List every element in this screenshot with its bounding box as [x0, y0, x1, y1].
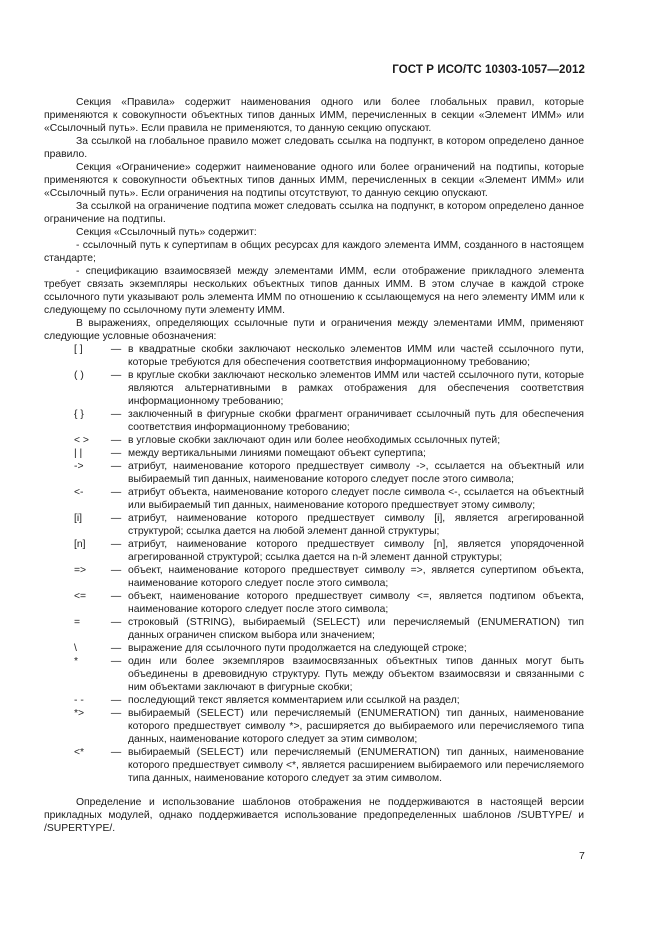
dash: —: [110, 565, 122, 576]
symbol: *>: [74, 708, 85, 719]
document-header: ГОСТ Р ИСО/ТС 10303-1057—2012: [392, 64, 585, 76]
document-body: [44, 96, 584, 835]
symbol-row: [44, 369, 584, 408]
symbol: [ ]: [74, 344, 83, 355]
paragraph: В выражениях, определяющих ссылочные пути и ограничения между элементами ИММ, применяют следующие условные обозначения:: [44, 318, 584, 342]
paragraph: - спецификацию взаимосвязей между элементами ИММ, если отображение прикладного элемента требует связать экземпляры нескольких объектных типов данных ИММ. В этом случае в каждой строке ссылочного пути указывают роль элемента ИММ по отношению к ссылающемуся на него элементу ИММ или к следующему по ссылочному пути элементу ИММ.: [44, 266, 584, 316]
closing-paragraph: Определение и использование шаблонов отображения не поддерживаются в настоящей версии прикладных модулей, однако поддерживается использование предопределенных шаблонов /SUBTYPE/ и /SUPERTYPE/.: [44, 797, 584, 834]
symbol-description: атрибут, наименование которого предшествует символу [i], является агрегированной структурой; ссылка дается на любой элемент данной структуры;: [128, 513, 584, 537]
symbol-row: [44, 512, 584, 538]
symbol-description: последующий текст является комментарием или ссылкой на раздел;: [128, 695, 460, 706]
symbol-row: [44, 694, 584, 707]
dash: —: [110, 747, 122, 758]
paragraph: Секция «Ссылочный путь» содержит:: [76, 227, 257, 238]
dash: —: [110, 487, 122, 498]
symbol-row: [44, 746, 584, 785]
symbol-description: один или более экземпляров взаимосвязанных объектных типов данных могут быть объединены в древовидную структуру. Путь между объектом взаимосвязи и связанными с ним объектами заключают в фигурные скобки;: [128, 656, 584, 693]
symbol: <*: [74, 747, 85, 758]
symbol: | |: [74, 448, 83, 459]
symbol-row: [44, 616, 584, 642]
symbol: [n]: [74, 539, 86, 550]
dash: —: [110, 513, 122, 524]
symbol-description: объект, наименование которого предшествует символу <=, является подтипом объекта, наименование которого следует после этого символа;: [128, 591, 584, 615]
symbol: <-: [74, 487, 84, 498]
dash: —: [110, 656, 122, 667]
symbol-row: [44, 707, 584, 746]
symbol: =>: [74, 565, 87, 576]
symbol-description: выбираемый (SELECT) или перечисляемый (ENUMERATION) тип данных, наименование которого предшествует символу *>, расширяется до выбираемого или перечисляемого типа данных, наименование которого следует за этим символом;: [128, 708, 584, 745]
symbol-row: [44, 642, 584, 655]
symbol: ( ): [74, 370, 84, 381]
symbol: < >: [74, 435, 89, 446]
symbol-row: [44, 408, 584, 434]
dash: —: [110, 617, 122, 628]
dash: —: [110, 435, 122, 446]
dash: —: [110, 409, 122, 420]
symbol: { }: [74, 409, 84, 420]
symbol: ->: [74, 461, 84, 472]
symbol-row: [44, 447, 584, 460]
symbol-description: атрибут, наименование которого предшествует символу ->, ссылается на объектный или выбираемый тип данных, наименование которого следует после этого символа;: [128, 461, 584, 485]
symbol: - -: [74, 695, 84, 706]
paragraph: За ссылкой на ограничение подтипа может следовать ссылка на подпункт, в котором определено данное ограничение на подтипы.: [44, 201, 584, 225]
paragraph: За ссылкой на глобальное правило может следовать ссылка на подпункт, в котором определено данное правило.: [44, 136, 584, 160]
symbol-description: выражение для ссылочного пути продолжается на следующей строке;: [128, 643, 467, 654]
symbol-row: [44, 460, 584, 486]
symbol-row: [44, 343, 584, 369]
symbol-row: [44, 538, 584, 564]
symbol-description: атрибут, наименование которого предшествует символу [n], является упорядоченной агрегированной структурой; ссылка дается на n-й элемент данной структуры;: [128, 539, 584, 563]
symbol-description: выбираемый (SELECT) или перечисляемый (ENUMERATION) тип данных, наименование которого предшествует символу <*, является расширением выбираемого или перечисляемого типа данных, наименование которого следует за этим символом.: [128, 747, 584, 784]
symbol-list: [44, 343, 584, 785]
symbol-row: [44, 486, 584, 512]
dash: —: [110, 643, 122, 654]
symbol-description: атрибут объекта, наименование которого следует после символа <-, ссылается на объектный или выбираемый тип данных, наименование которого предшествует этому символу;: [128, 487, 584, 511]
dash: —: [110, 695, 122, 706]
symbol-row: [44, 590, 584, 616]
symbol: *: [74, 656, 79, 667]
dash: —: [110, 708, 122, 719]
symbol-description: между вертикальными линиями помещают объект супертипа;: [128, 448, 426, 459]
symbol-description: объект, наименование которого предшествует символу =>, является супертипом объекта, наименование которого следует после этого символа;: [128, 565, 584, 589]
symbol-description: строковый (STRING), выбираемый (SELECT) или перечисляемый (ENUMERATION) тип данных ограничен списком выбора или значением;: [128, 617, 584, 641]
symbol-description: в квадратные скобки заключают несколько элементов ИММ или частей ссылочного пути, которые требуются для обеспечения соответствия информационному требованию;: [128, 344, 584, 368]
dash: —: [110, 539, 122, 550]
symbol: \: [74, 643, 77, 654]
symbol: <=: [74, 591, 87, 602]
symbol-row: [44, 655, 584, 694]
dash: —: [110, 591, 122, 602]
symbol: =: [74, 617, 81, 628]
paragraph: Секция «Ограничение» содержит наименование одного или более ограничений на подтипы, которые применяются к совокупности объектных типов данных ИММ, перечисленных в секции «Элемент ИММ» или «Ссылочный путь». Если ограничения на подтипы отсутствуют, то данную секцию опускают.: [44, 162, 584, 199]
symbol-row: [44, 434, 584, 447]
symbol: [i]: [74, 513, 83, 524]
symbol-description: в круглые скобки заключают несколько элементов ИММ или частей ссылочного пути, которые являются альтернативными в рамках отображения для обеспечения соответствия информационному требованию;: [128, 370, 584, 407]
dash: —: [110, 370, 122, 381]
symbol-description: заключенный в фигурные скобки фрагмент ограничивает ссылочный путь для обеспечения соответствия информационному требованию;: [128, 409, 584, 433]
dash: —: [110, 461, 122, 472]
dash: —: [110, 448, 122, 459]
paragraph: - ссылочный путь к супертипам в общих ресурсах для каждого элемента ИММ, созданного в настоящем стандарте;: [44, 240, 584, 264]
symbol-row: [44, 564, 584, 590]
page-number: 7: [579, 850, 585, 862]
dash: —: [110, 344, 122, 355]
symbol-description: в угловые скобки заключают один или более необходимых ссылочных путей;: [128, 435, 501, 446]
paragraph: Секция «Правила» содержит наименования одного или более глобальных правил, которые применяются к совокупности объектных типов данных ИММ, перечисленных в секции «Элемент ИММ» или «Ссылочный путь». Если правила не применяются, то данную секцию опускают.: [44, 97, 584, 134]
